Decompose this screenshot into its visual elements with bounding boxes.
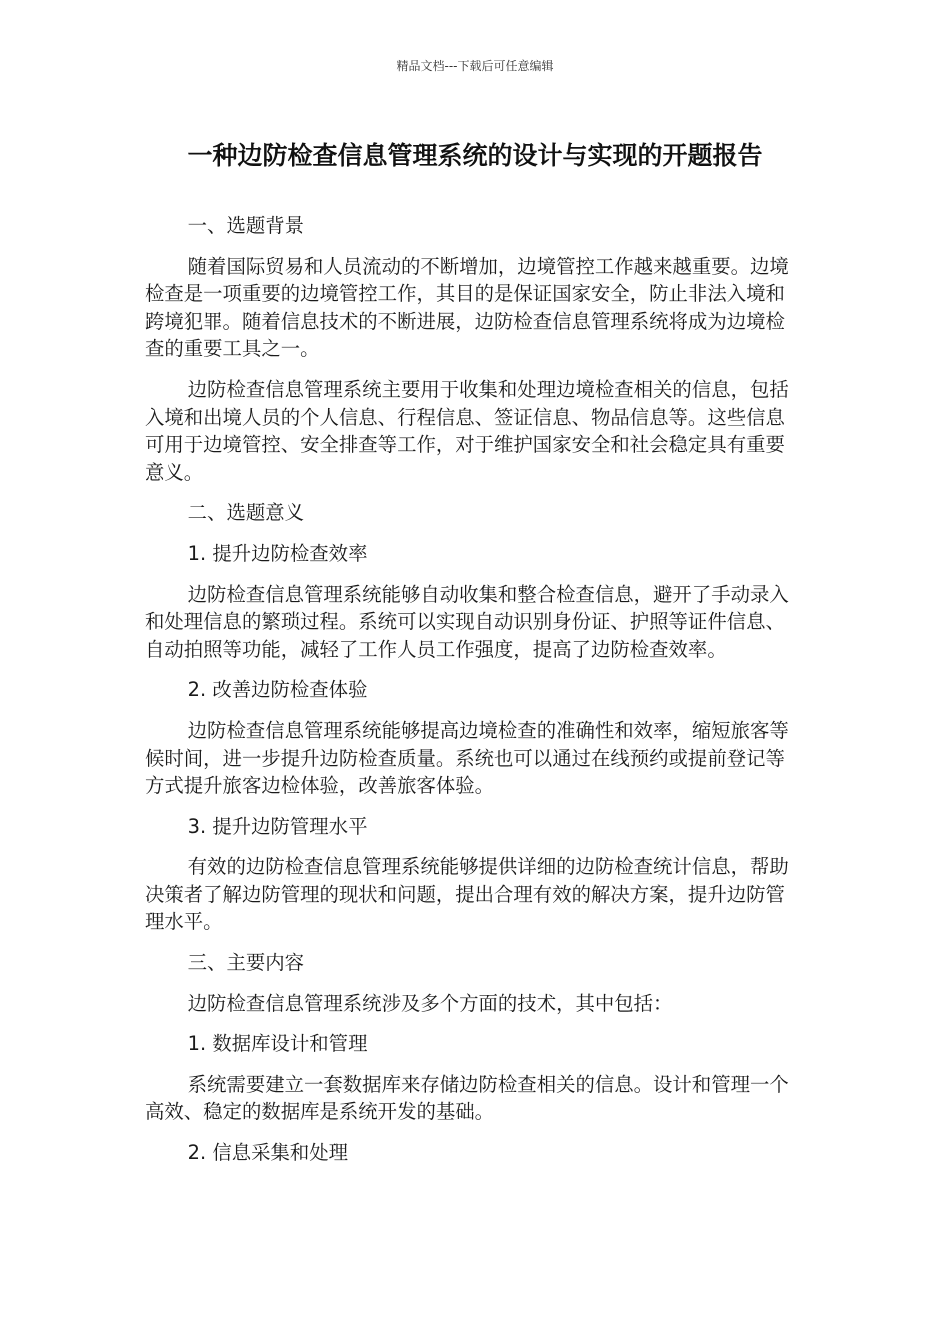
subheading-database: 1. 数据库设计和管理 <box>187 1032 368 1056</box>
paragraph-background-2: 边防检查信息管理系统主要用于收集和处理边境检查相关的信息，包括入境和出境人员的个人信息、行程信息、签证信息、物品信息等。这些信息可用于边境管控、安全排查等工作，对于维护国家安全和社会稳定具有重要意义。 <box>145 377 789 484</box>
paragraph-management: 有效的边防检查信息管理系统能够提供详细的边防检查统计信息，帮助决策者了解边防管理的现状和问题，提出合理有效的解决方案，提升边防管理水平。 <box>145 855 789 934</box>
subheading-management: 3. 提升边防管理水平 <box>187 814 368 838</box>
paragraph-background-1: 随着国际贸易和人员流动的不断增加，边境管控工作越来越重要。边境检查是一项重要的边境管控工作，其目的是保证国家安全，防止非法入境和跨境犯罪。随着信息技术的不断进展，边防检查信息管理系统将成为边境检查的重要工具之一。 <box>145 254 789 361</box>
paragraph-database: 系统需要建立一套数据库来存储边防检查相关的信息。设计和管理一个高效、稳定的数据库是系统开发的基础。 <box>145 1072 789 1124</box>
document-body <box>145 212 795 1180</box>
subheading-efficiency: 1. 提升边防检查效率 <box>187 541 368 565</box>
document-title: 一种边防检查信息管理系统的设计与实现的开题报告 <box>187 141 763 170</box>
section-heading-significance: 二、选题意义 <box>187 501 305 525</box>
paragraph-content-intro: 边防检查信息管理系统涉及多个方面的技术，其中包括： <box>187 991 673 1015</box>
subheading-collection: 2. 信息采集和处理 <box>187 1141 349 1165</box>
paragraph-experience: 边防检查信息管理系统能够提高边境检查的准确性和效率，缩短旅客等候时间，进一步提升边防检查质量。系统也可以通过在线预约或提前登记等方式提升旅客边检体验，改善旅客体验。 <box>145 718 789 798</box>
subheading-experience: 2. 改善边防检查体验 <box>187 678 368 702</box>
section-heading-content: 三、主要内容 <box>187 951 305 975</box>
header-note: 精品文档---下载后可任意编辑 <box>396 59 554 73</box>
paragraph-efficiency: 边防检查信息管理系统能够自动收集和整合检查信息，避开了手动录入和处理信息的繁琐过程。系统可以实现自动识别身份证、护照等证件信息、自动拍照等功能，减轻了工作人员工作强度，提高了边防检查效率。 <box>145 582 789 661</box>
section-heading-background: 一、选题背景 <box>187 214 305 237</box>
